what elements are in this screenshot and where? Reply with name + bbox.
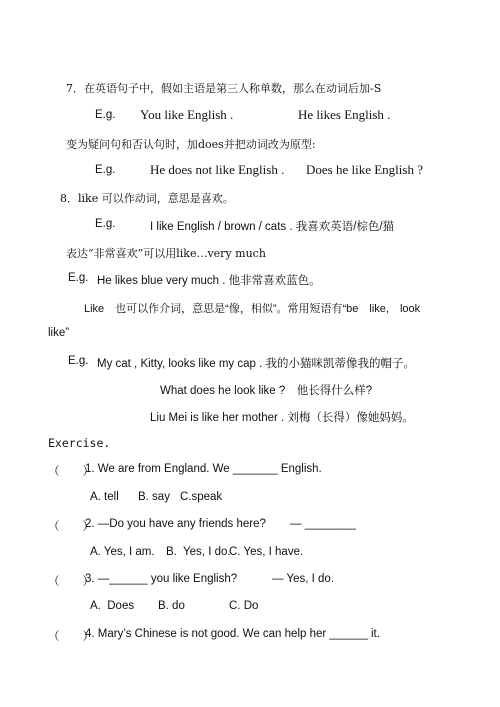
- answer-paren: （ ）: [48, 576, 94, 588]
- option-a: A. tell: [90, 491, 119, 503]
- option-b: B. Yes, I do.: [166, 546, 231, 558]
- answer-paren: （ ）: [48, 521, 94, 533]
- example-sentence: What does he look like ? 他长得什么样?: [160, 385, 373, 397]
- rule7-heading: 7．在英语句子中，假如主语是第三人称单数，那么在动词后加-S: [66, 82, 382, 95]
- option-b: B. do: [158, 600, 185, 612]
- option-a: A. Yes, I am.: [90, 546, 155, 558]
- example-label: E.g.: [68, 272, 89, 284]
- option-a: A. Does: [90, 600, 135, 612]
- exercise-title: Exercise.: [48, 436, 111, 450]
- example-sentence: I like English / brown / cats . 我喜欢英语/棕色/猫: [150, 221, 395, 233]
- example-label: E.g.: [68, 355, 89, 367]
- option-c: C. Yes, I have.: [229, 546, 304, 558]
- question-4: 4. Mary’s Chinese is not good. We can help her ______ it.: [85, 628, 380, 640]
- rule8-heading: 8．like 可以作动词，意思是喜欢。: [60, 192, 234, 205]
- option-b: B. say: [138, 491, 170, 503]
- answer-paren: （ ）: [48, 631, 94, 643]
- example-sentence: Liu Mei is like her mother . 刘梅（长得）像她妈妈。: [150, 412, 414, 424]
- example-sentence: He does not like English .: [150, 162, 285, 177]
- example-label: E.g.: [95, 218, 116, 230]
- example-sentence: He likes blue very much . 他非常喜欢蓝色。: [97, 275, 321, 287]
- option-c: C. Do: [229, 600, 259, 612]
- example-label: E.g.: [95, 164, 116, 176]
- example-sentence: Does he like English ?: [306, 162, 423, 177]
- example-sentence: My cat , Kitty, looks like my cap . 我的小猫咪凯蒂像我的帽子。: [97, 358, 415, 370]
- rule7-note: 变为疑问句和否认句时，加does并把动词改为原型:: [66, 138, 316, 151]
- answer-paren: （ ）: [48, 466, 94, 478]
- question-3-reply: — Yes, I do.: [272, 573, 335, 585]
- question-2: 2. —Do you have any friends here?: [85, 518, 266, 530]
- question-2-reply: — ________: [290, 518, 356, 530]
- example-sentence: You like English .: [140, 107, 234, 122]
- rule8-note: 表达“非常喜欢”可以用like…very much: [66, 247, 266, 260]
- question-1: 1. We are from England. We _______ English.: [85, 463, 322, 475]
- example-sentence: He likes English .: [298, 107, 391, 122]
- rule8-prep-line1: Like 也可以作介词，意思是“像，相似”。常用短语有“be like, look: [84, 303, 421, 315]
- example-label: E.g.: [95, 109, 116, 121]
- option-c: C.speak: [180, 491, 223, 503]
- question-3: 3. —______ you like English?: [85, 573, 238, 585]
- rule8-prep-line2: like”: [48, 327, 70, 339]
